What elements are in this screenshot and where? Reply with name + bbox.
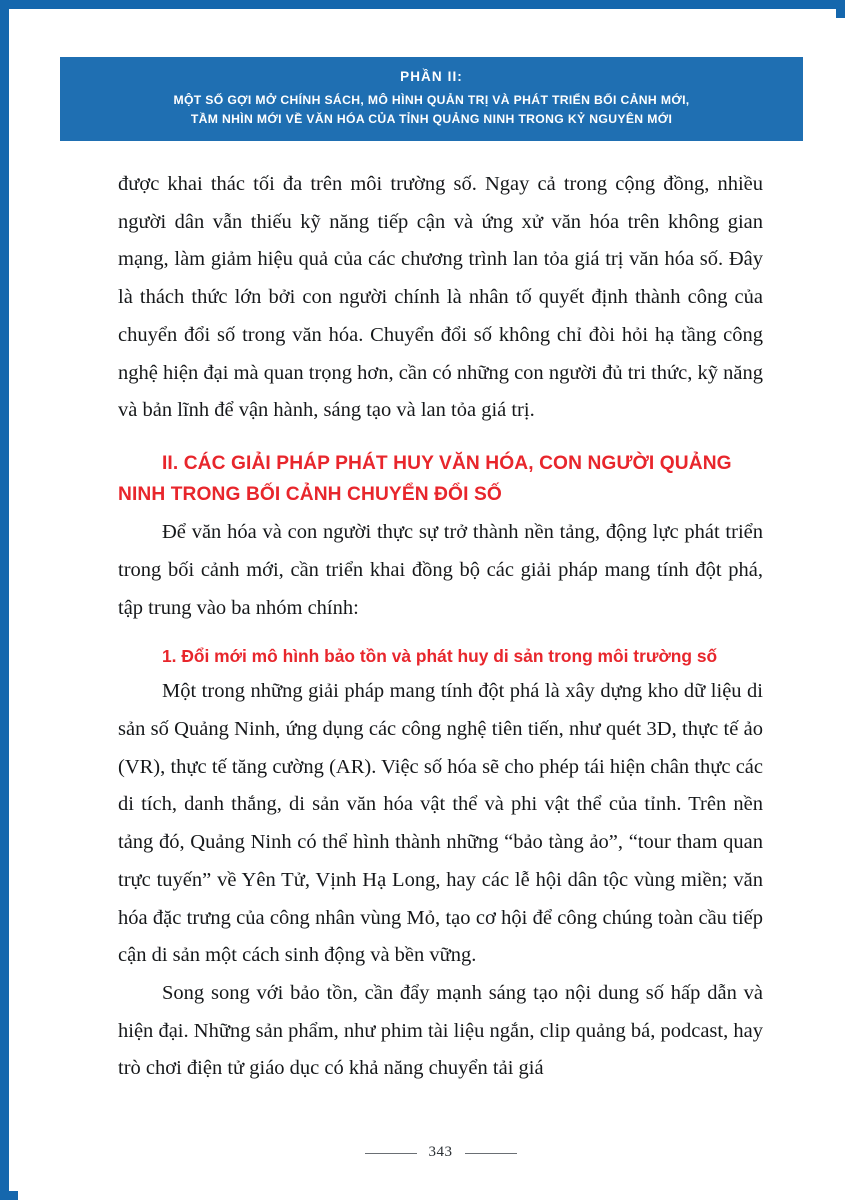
paragraph-continued: được khai thác tối đa trên môi trường số. Ngay cả trong cộng đồng, nhiều người dân vẫn thiếu kỹ năng tiếp cận và ứng xử văn hóa trên không gian mạng, làm giảm hiệu quả của các chương trình lan tỏa giá trị văn hóa số. Đây là thách thức lớn bởi con người chính là nhân tố quyết định thành công của chuyển đổi số trong văn hóa. Chuyển đổi số không chỉ đòi hỏi hạ tầng công nghệ hiện đại mà quan trọng hơn, cần có những con người đủ tri thức, kỹ năng và bản lĩnh để vận hành, sáng tạo và lan tỏa giá trị. [118,173,763,422]
header-title-line-2: TẦM NHÌN MỚI VỀ VĂN HÓA CỦA TỈNH QUẢNG NINH TRONG KỶ NGUYÊN MỚI [190,111,673,126]
subsection-heading-1: 1. Đổi mới mô hình bảo tồn và phát huy di sản trong môi trường số [162,646,718,667]
body-text-column [118,166,763,1088]
header-part-label: PHẦN II: [400,69,463,84]
section-heading-II: II. CÁC GIẢI PHÁP PHÁT HUY VĂN HÓA, CON NGƯỜI QUẢNG NINH TRONG BỐI CẢNH CHUYỂN ĐỔI SỐ [118,453,732,506]
folio-rule-left [365,1153,417,1154]
page-number: 343 [428,1144,453,1160]
header-title-line-1: MỘT SỐ GỢI MỞ CHÍNH SÁCH, MÔ HÌNH QUẢN TRỊ VÀ PHÁT TRIỂN BỐI CẢNH MỚI, [173,92,690,107]
running-header [60,57,803,141]
paragraph-intro-solutions: Để văn hóa và con người thực sự trở thành nền tảng, động lực phát triển trong bối cảnh mới, cần triển khai đồng bộ các giải pháp mang tính đột phá, tập trung vào ba nhóm chính: [118,521,763,619]
paragraph-digital-heritage: Một trong những giải pháp mang tính đột phá là xây dựng kho dữ liệu di sản số Quảng Ninh, ứng dụng các công nghệ tiên tiến, như quét 3D, thực tế ảo (VR), thực tế tăng cường (AR). Việc số hóa sẽ cho phép tái hiện chân thực các di tích, danh thắng, di sản văn hóa vật thể và phi vật thể của tỉnh. Trên nền tảng đó, Quảng Ninh có thể hình thành những “bảo tàng ảo”, “tour tham quan trực tuyến” về Yên Tử, Vịnh Hạ Long, hay các lễ hội dân tộc vùng miền; văn hóa đặc trưng của công nhân vùng Mỏ, tạo cơ hội để công chúng toàn cầu tiếp cận di sản một cách sinh động và bền vững. [118,680,763,967]
folio-rule-right [465,1153,517,1154]
paragraph-digital-content: Song song với bảo tồn, cần đẩy mạnh sáng tạo nội dung số hấp dẫn và hiện đại. Những sản phẩm, như phim tài liệu ngắn, clip quảng bá, podcast, hay trò chơi điện tử giáo dục có khả năng chuyển tải giá [118,981,763,1080]
page-footer [18,1143,845,1161]
page-content-area [18,18,845,1200]
folio-wrapper [403,1143,479,1161]
